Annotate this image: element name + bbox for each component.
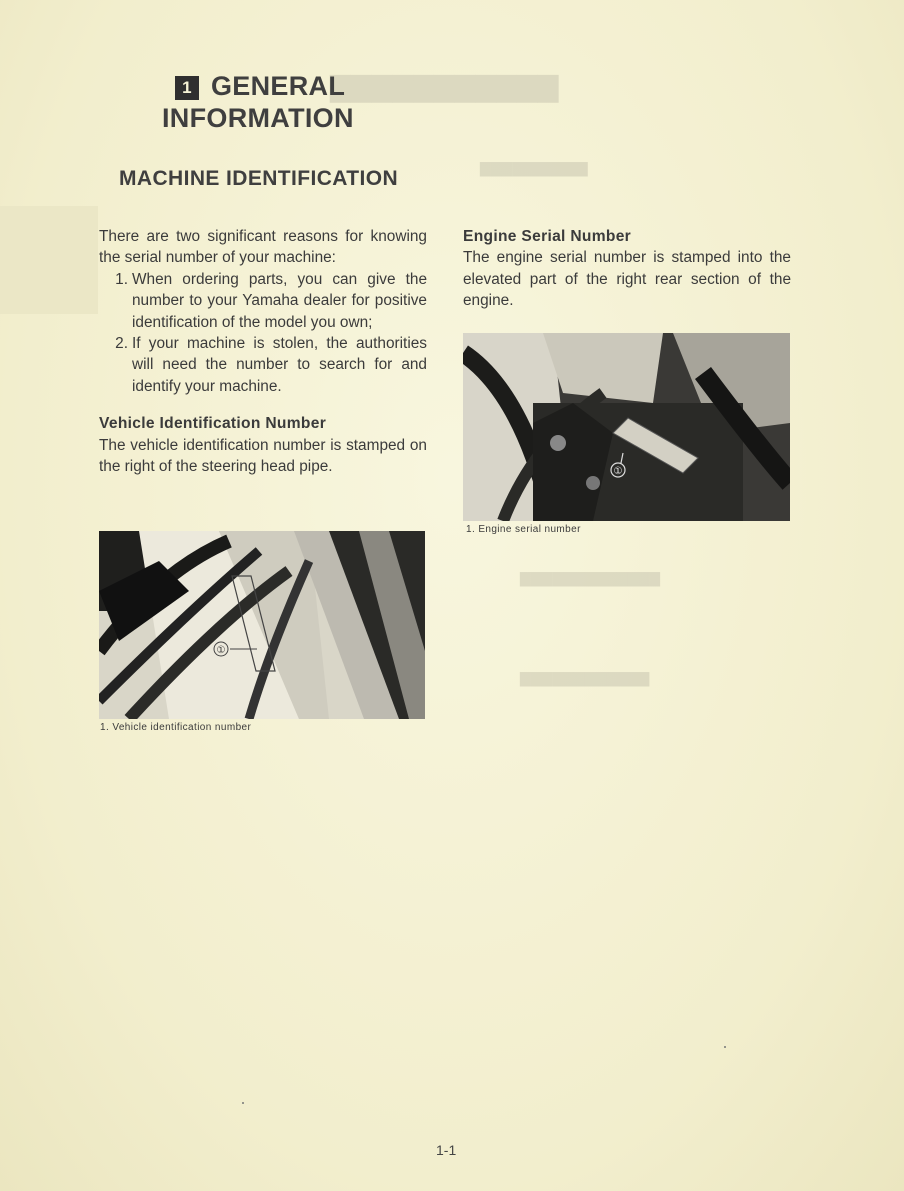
engine-serial-caption: 1. Engine serial number bbox=[466, 524, 581, 535]
left-column bbox=[99, 226, 427, 477]
list-item-number: 2. bbox=[115, 335, 128, 353]
list-item bbox=[99, 269, 427, 333]
vehicle-id-caption: 1. Vehicle identification number bbox=[100, 722, 252, 733]
reasons-list bbox=[99, 269, 427, 397]
engine-serial-paragraph: The engine serial number is stamped into the elevated part of the right rear section of the engine. bbox=[463, 249, 791, 310]
intro-paragraph: There are two significant reasons for knowing the serial number of your machine: bbox=[99, 228, 427, 267]
engine-serial-callout: ① bbox=[613, 466, 623, 477]
list-item-text: If your machine is stolen, the authorities will need the number to search for and identify your machine. bbox=[132, 335, 427, 395]
vehicle-id-paragraph: The vehicle identification number is stamped on the right of the steering head pipe. bbox=[99, 436, 427, 476]
paper-speck bbox=[242, 1102, 244, 1104]
vehicle-id-callout: ① bbox=[216, 645, 226, 656]
engine-serial-photo bbox=[463, 333, 790, 521]
vehicle-id-photo bbox=[99, 531, 425, 719]
right-column bbox=[463, 226, 791, 312]
steering-head-illustration bbox=[99, 531, 425, 719]
bleed-through-mark: ▇▇▇▇▇▇▇▇▇▇▇ bbox=[330, 72, 559, 102]
chapter-heading-line1 bbox=[162, 70, 354, 102]
list-item bbox=[99, 333, 427, 397]
vehicle-id-heading: Vehicle Identification Number bbox=[99, 415, 327, 433]
bleed-through-mark: ▇▇▇▇▇▇▇▇▇▇▇▇▇ bbox=[520, 570, 660, 586]
bleed-through-mark: ▇▇▇▇▇▇▇▇▇▇ bbox=[480, 160, 588, 176]
section-title: MACHINE IDENTIFICATION bbox=[119, 167, 399, 190]
engine-serial-heading: Engine Serial Number bbox=[463, 228, 632, 245]
paper-speck bbox=[724, 1046, 726, 1048]
engine-illustration bbox=[463, 333, 790, 521]
list-item-text: When ordering parts, you can give the number to your Yamaha dealer for positive identification of the model you own; bbox=[132, 270, 427, 331]
list-item-number: 1. bbox=[115, 270, 128, 288]
bleed-through-mark: ▇▇▇▇▇▇▇▇▇▇▇▇ bbox=[520, 670, 650, 686]
page-number: 1-1 bbox=[436, 1142, 457, 1158]
chapter-edge-tab bbox=[0, 206, 98, 314]
chapter-heading bbox=[162, 70, 354, 134]
chapter-title-line2: INFORMATION bbox=[162, 103, 354, 133]
chapter-title-line1: GENERAL bbox=[211, 71, 346, 101]
chapter-number-badge: 1 bbox=[175, 76, 199, 100]
